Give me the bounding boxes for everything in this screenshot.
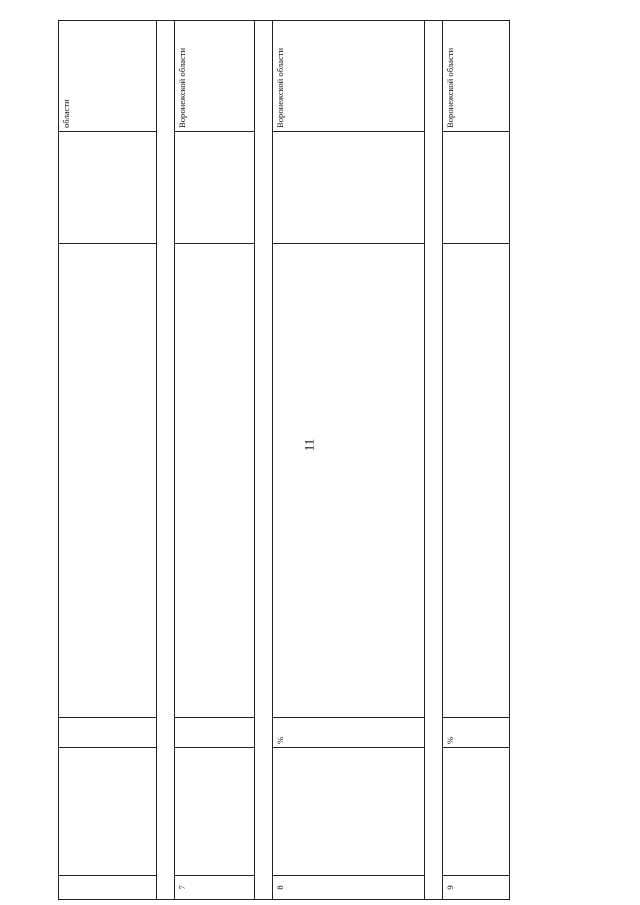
- cell-unit: %: [273, 717, 424, 747]
- table-row: [175, 21, 255, 899]
- cell-name: [59, 747, 156, 875]
- cell-method: [175, 243, 254, 717]
- cell-method: [273, 243, 424, 717]
- table-row: [273, 21, 425, 899]
- cell-num: 8: [273, 875, 424, 899]
- section-title: [157, 21, 175, 899]
- cell-unit: %: [443, 717, 509, 747]
- cell-deadline: [443, 131, 509, 243]
- page-number: 11: [301, 438, 317, 452]
- indicators-table: [58, 20, 510, 900]
- cell-unit: [175, 717, 254, 747]
- cell-name: [175, 747, 254, 875]
- cell-num: 9: [443, 875, 509, 899]
- cell-deadline: [175, 131, 254, 243]
- table-row: [443, 21, 509, 899]
- cell-responsible: Воронежской области: [275, 47, 285, 128]
- cell-responsible: Воронежской области: [177, 47, 187, 128]
- cell-method: [59, 243, 156, 717]
- cell-responsible: области: [61, 99, 71, 128]
- landscape-layer: [58, 20, 510, 900]
- cell-deadline: [59, 131, 156, 243]
- cell-unit: [59, 717, 156, 747]
- cell-name: [443, 747, 509, 875]
- cell-deadline: [273, 131, 424, 243]
- section-title: [425, 21, 443, 899]
- rotated-page-content: [58, 20, 510, 900]
- cell-num: 7: [175, 875, 254, 899]
- cell-responsible: Воронежской области: [445, 47, 455, 128]
- table-row-continuation: [59, 21, 157, 899]
- cell-method: [443, 243, 509, 717]
- cell-name: [273, 747, 424, 875]
- section-title: [255, 21, 273, 899]
- cell-num: [59, 875, 156, 899]
